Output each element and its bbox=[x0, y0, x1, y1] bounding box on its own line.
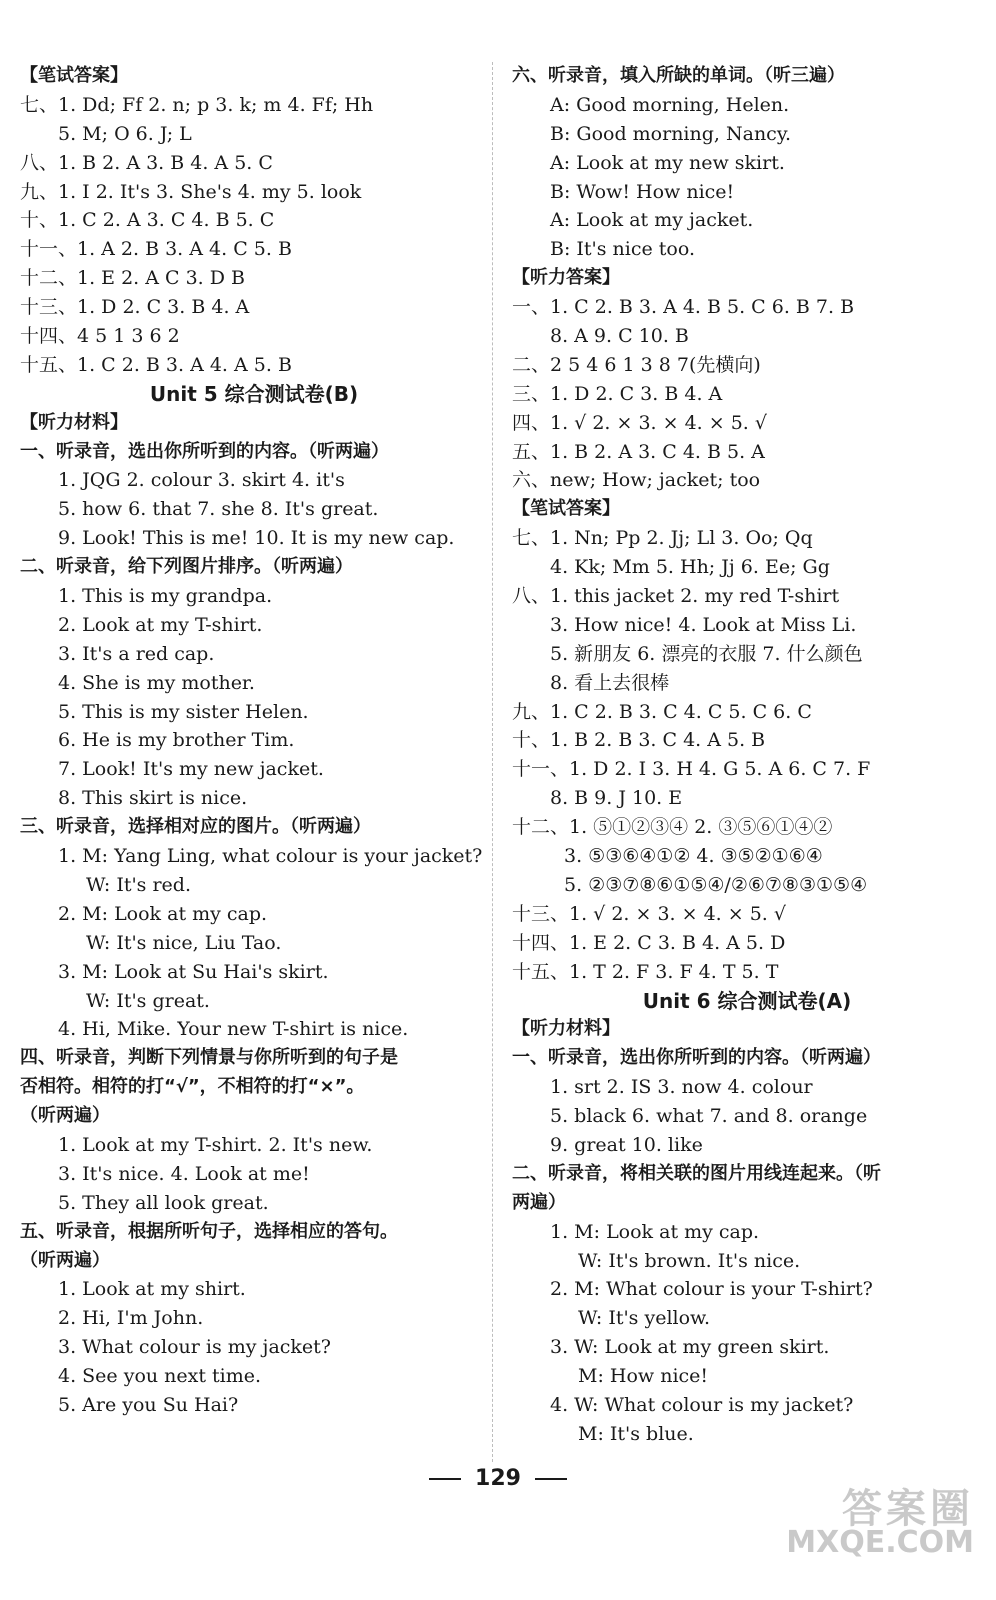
watermark bbox=[786, 1486, 974, 1560]
left-line: 2. Look at my T-shirt. bbox=[58, 613, 263, 636]
right-line: W: It's brown. It's nice. bbox=[578, 1249, 801, 1272]
right-line: 8. A 9. C 10. B bbox=[550, 325, 689, 348]
right-line: A: Good morning, Helen. bbox=[550, 93, 790, 116]
right-line: B: Wow! How nice! bbox=[550, 180, 735, 203]
left-line: 1. This is my grandpa. bbox=[58, 585, 273, 608]
right-line: 【听力答案】 bbox=[512, 267, 620, 289]
left-line: 4. She is my mother. bbox=[58, 671, 255, 694]
right-line: Unit 6 综合测试卷(A) bbox=[642, 988, 852, 1013]
right-line: 十四、1. E 2. C 3. B 4. A 5. D bbox=[512, 931, 786, 954]
left-line: 三、听录音，选择相对应的图片。（听两遍） bbox=[20, 816, 371, 838]
right-line: A: Look at my new skirt. bbox=[550, 151, 785, 174]
left-line: 七、1. Dd; Ff 2. n; p 3. k; m 4. Ff; Hh bbox=[20, 93, 374, 116]
left-line: 9. Look! This is me! 10. It is my new cap. bbox=[58, 527, 455, 550]
right-line: 一、听录音，选出你所听到的内容。（听两遍） bbox=[512, 1047, 881, 1069]
right-line: 3. How nice! 4. Look at Miss Li. bbox=[550, 613, 857, 636]
left-line: 十、1. C 2. A 3. C 4. B 5. C bbox=[20, 209, 275, 232]
right-line: 六、听录音，填入所缺的单词。（听三遍） bbox=[512, 65, 845, 86]
right-line: 五、1. B 2. A 3. C 4. B 5. A bbox=[512, 440, 765, 463]
right-line: 4. W: What colour is my jacket? bbox=[550, 1393, 854, 1416]
right-line: B: Good morning, Nancy. bbox=[550, 122, 792, 145]
left-line: 五、听录音，根据所听句子，选择相应的答句。 bbox=[20, 1220, 398, 1242]
left-line: 2. Hi, I'm John. bbox=[58, 1307, 204, 1330]
left-line: 1. Look at my shirt. bbox=[58, 1278, 246, 1301]
right-line: 十一、1. D 2. I 3. H 4. G 5. A 6. C 7. F bbox=[512, 758, 871, 781]
left-line: 8. This skirt is nice. bbox=[58, 787, 248, 810]
left-line: 2. M: Look at my cap. bbox=[58, 902, 268, 925]
right-line: 两遍） bbox=[512, 1191, 566, 1213]
right-line: M: How nice! bbox=[578, 1365, 709, 1388]
right-line: 六、new; How; jacket; too bbox=[512, 469, 761, 492]
right-line: 二、听录音，将相关联的图片用线连起来。（听 bbox=[512, 1162, 881, 1184]
right-line: 5. ②③⑦⑧⑥①⑤④/②⑥⑦⑧③①⑤④ bbox=[564, 873, 868, 896]
left-line: 5. Are you Su Hai? bbox=[58, 1393, 239, 1416]
right-line: 2. M: What colour is your T-shirt? bbox=[550, 1278, 873, 1301]
left-line: 【听力材料】 bbox=[20, 411, 128, 433]
right-line: B: It's nice too. bbox=[550, 238, 696, 261]
page-number: 129 bbox=[475, 1466, 521, 1491]
right-line: 1. srt 2. IS 3. now 4. colour bbox=[550, 1076, 813, 1099]
left-line: 否相符。相符的打“√”，不相符的打“×”。 bbox=[20, 1076, 365, 1098]
right-line: 十三、1. √ 2. × 3. × 4. × 5. √ bbox=[512, 902, 786, 925]
left-line: 一、听录音，选出你所听到的内容。（听两遍） bbox=[20, 440, 389, 462]
left-line: 3. It's nice. 4. Look at me! bbox=[58, 1162, 310, 1185]
right-line: 3. W: Look at my green skirt. bbox=[550, 1336, 830, 1359]
left-line: 二、听录音，给下列图片排序。（听两遍） bbox=[20, 556, 353, 578]
right-line: 一、1. C 2. B 3. A 4. B 5. C 6. B 7. B bbox=[512, 296, 855, 319]
left-line: 十二、1. E 2. A C 3. D B bbox=[20, 267, 245, 290]
right-line: 【听力材料】 bbox=[512, 1018, 620, 1040]
left-line: Unit 5 综合测试卷(B) bbox=[149, 381, 359, 406]
left-column bbox=[20, 62, 488, 1420]
left-line: 4. See you next time. bbox=[58, 1365, 262, 1388]
left-line: 6. He is my brother Tim. bbox=[58, 729, 295, 752]
left-line: W: It's great. bbox=[86, 989, 210, 1012]
right-line: 十二、1. ⑤①②③④ 2. ③⑤⑥①④② bbox=[512, 816, 833, 839]
right-line: 四、1. √ 2. × 3. × 4. × 5. √ bbox=[512, 411, 767, 434]
right-line: 9. great 10. like bbox=[550, 1133, 703, 1156]
right-line: 5. black 6. what 7. and 8. orange bbox=[550, 1105, 868, 1128]
left-line: 3. M: Look at Su Hai's skirt. bbox=[58, 960, 329, 983]
right-line: 3. ⑤③⑥④①② 4. ③⑤②①⑥④ bbox=[564, 845, 823, 868]
left-line: 1. Look at my T-shirt. 2. It's new. bbox=[58, 1133, 373, 1156]
watermark-url: MXQE.COM bbox=[786, 1525, 974, 1560]
column-divider bbox=[492, 62, 494, 1462]
footer-dash-left bbox=[429, 1478, 461, 1480]
left-line: 3. What colour is my jacket? bbox=[58, 1336, 331, 1359]
right-line: 8. 看上去很棒 bbox=[550, 671, 670, 694]
right-line: 十、1. B 2. B 3. C 4. A 5. B bbox=[512, 729, 766, 752]
left-line: 十四、4 5 1 3 6 2 bbox=[20, 325, 180, 348]
left-line: 5. how 6. that 7. she 8. It's great. bbox=[58, 498, 379, 521]
left-line: 十五、1. C 2. B 3. A 4. A 5. B bbox=[20, 353, 292, 376]
footer-dash-right bbox=[535, 1478, 567, 1480]
right-line: M: It's blue. bbox=[578, 1422, 694, 1445]
right-line: 三、1. D 2. C 3. B 4. A bbox=[512, 382, 723, 405]
left-line: 十三、1. D 2. C 3. B 4. A bbox=[20, 296, 250, 319]
left-line: 1. M: Yang Ling, what colour is your jacket? bbox=[58, 845, 483, 868]
left-line: 【笔试答案】 bbox=[20, 65, 128, 86]
right-line: 八、1. this jacket 2. my red T-shirt bbox=[512, 585, 840, 608]
right-line: 九、1. C 2. B 3. C 4. C 5. C 6. C bbox=[512, 700, 812, 723]
left-line: 5. They all look great. bbox=[58, 1191, 269, 1214]
right-line: 8. B 9. J 10. E bbox=[550, 787, 683, 810]
right-line: 【笔试答案】 bbox=[512, 498, 620, 520]
right-line: 二、2 5 4 6 1 3 8 7(先横向) bbox=[512, 353, 761, 376]
left-line: 十一、1. A 2. B 3. A 4. C 5. B bbox=[20, 238, 292, 261]
right-line: 十五、1. T 2. F 3. F 4. T 5. T bbox=[512, 960, 779, 983]
left-line: 1. JQG 2. colour 3. skirt 4. it's bbox=[58, 469, 345, 492]
right-line: 5. 新朋友 6. 漂亮的衣服 7. 什么颜色 bbox=[550, 642, 863, 665]
right-line: 七、1. Nn; Pp 2. Jj; Ll 3. Oo; Qq bbox=[512, 527, 813, 550]
left-line: 3. It's a red cap. bbox=[58, 642, 215, 665]
left-line: 四、听录音，判断下列情景与你所听到的句子是 bbox=[20, 1047, 398, 1069]
right-line: W: It's yellow. bbox=[578, 1307, 711, 1330]
right-line: A: Look at my jacket. bbox=[550, 209, 754, 232]
left-line: 5. This is my sister Helen. bbox=[58, 700, 309, 723]
left-line: 八、1. B 2. A 3. B 4. A 5. C bbox=[20, 151, 273, 174]
right-line: 4. Kk; Mm 5. Hh; Jj 6. Ee; Gg bbox=[550, 556, 830, 579]
left-line: W: It's nice, Liu Tao. bbox=[86, 931, 282, 954]
left-line: 九、1. I 2. It's 3. She's 4. my 5. look bbox=[20, 180, 362, 203]
right-line: 1. M: Look at my cap. bbox=[550, 1220, 760, 1243]
left-line: （听两遍） bbox=[20, 1105, 110, 1127]
left-line: 4. Hi, Mike. Your new T-shirt is nice. bbox=[58, 1018, 409, 1041]
left-line: （听两遍） bbox=[20, 1249, 110, 1271]
left-line: W: It's red. bbox=[86, 873, 192, 896]
right-column bbox=[512, 62, 982, 1449]
left-line: 7. Look! It's my new jacket. bbox=[58, 758, 324, 781]
left-line: 5. M; O 6. J; L bbox=[58, 122, 192, 145]
watermark-logo-text: 答案圈 bbox=[842, 1486, 974, 1532]
